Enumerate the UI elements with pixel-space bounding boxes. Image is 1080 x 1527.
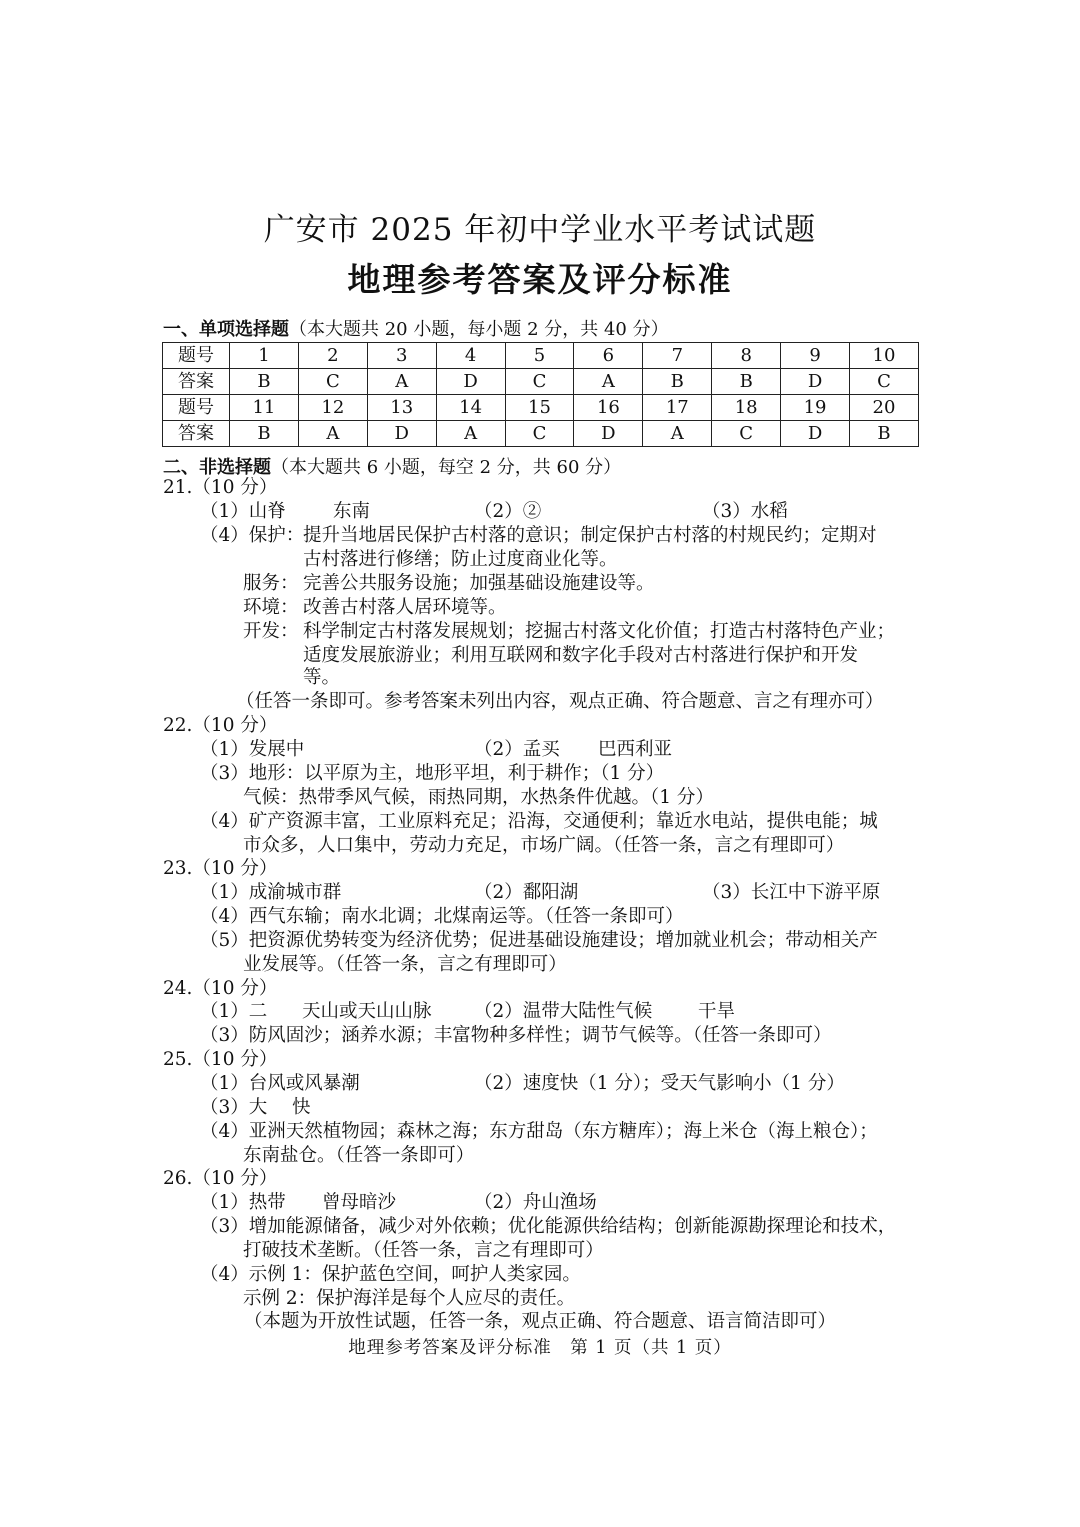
answer-table-cell: C <box>298 369 367 395</box>
q23-answer-2: （2）鄱阳湖 <box>474 882 579 903</box>
q23-answer-3: （3）长江中下游平原 <box>702 882 881 903</box>
answer-table-cell: A <box>574 369 643 395</box>
answer-table-cell: 4 <box>436 343 505 369</box>
section2-title: 二、非选择题 <box>163 457 271 478</box>
q21-development-line2: 适度发展旅游业；利用互联网和数字化手段对古村落进行保护和开发 <box>303 645 859 666</box>
answer-table-cell: 20 <box>850 395 919 421</box>
answer-table-row <box>163 343 919 369</box>
q22-answer-4-line1: （4）矿产资源丰富，工业原料充足；沿海，交通便利；靠近水电站，提供电能；城 <box>200 811 878 832</box>
q23-answer-4: （4）西气东输；南水北调；北煤南运等。（任答一条即可） <box>200 906 684 927</box>
answer-table-cell: 17 <box>643 395 712 421</box>
q21-heading: 21.（10 分） <box>163 477 278 498</box>
q21-answer-4-label: （4）保护： <box>200 525 305 546</box>
q21-service-text: 完善公共服务设施；加强基础设施建设等。 <box>303 573 655 594</box>
page-subtitle: 地理参考答案及评分标准 <box>347 260 733 299</box>
q21-development-label: 开发： <box>243 621 299 642</box>
answer-table-cell: 14 <box>436 395 505 421</box>
q26-answer-4-line2: 示例 2：保护海洋是每个人应尽的责任。 <box>243 1288 576 1309</box>
q21-environment-label: 环境： <box>243 597 299 618</box>
answer-table-cell: 9 <box>781 343 850 369</box>
q25-answer-3: （3）大 <box>200 1097 268 1118</box>
q26-answer-4-line1: （4）示例 1：保护蓝色空间，呵护人类家园。 <box>200 1264 581 1285</box>
q23-answer-1: （1）成渝城市群 <box>200 882 342 903</box>
q24-answer-1b: 天山或天山山脉 <box>302 1001 432 1022</box>
answer-table-cell: D <box>367 421 436 447</box>
section1-note: （本大题共 20 小题，每小题 2 分，共 40 分） <box>289 319 669 340</box>
answer-table-cell: B <box>230 369 299 395</box>
answer-table-cell: 18 <box>712 395 781 421</box>
answer-table-cell: D <box>781 421 850 447</box>
q22-answer-3-line2: 气候：热带季风气候，雨热同期，水热条件优越。（1 分） <box>243 787 714 808</box>
answer-table-cell: 19 <box>781 395 850 421</box>
answer-table-cell: 16 <box>574 395 643 421</box>
answer-table-cell: C <box>850 369 919 395</box>
answer-table-cell: 10 <box>850 343 919 369</box>
q21-development-line1: 科学制定古村落发展规划；挖掘古村落文化价值；打造古村落特色产业； <box>303 621 896 642</box>
q22-answer-4-line2: 市众多，人口集中，劳动力充足，市场广阔。（任答一条，言之有理即可） <box>243 835 845 856</box>
q25-answer-1: （1）台风或风暴潮 <box>200 1073 360 1094</box>
answer-table-cell: B <box>643 369 712 395</box>
answer-table-cell: 7 <box>643 343 712 369</box>
page-footer: 地理参考答案及评分标准 第 1 页（共 1 页） <box>348 1338 732 1358</box>
q24-answer-2b: 干旱 <box>698 1001 736 1022</box>
answer-table-cell: A <box>436 421 505 447</box>
answer-table-cell: A <box>367 369 436 395</box>
q26-answer-3-line1: （3）增加能源储备，减少对外依赖；优化能源供给结构；创新能源勘探理论和技术， <box>200 1216 897 1237</box>
q22-answer-2: （2）孟买 <box>474 739 560 760</box>
answer-table-row-header: 答案 <box>163 421 230 447</box>
section2-note: （本大题共 6 小题，每空 2 分，共 60 分） <box>271 457 622 478</box>
q22-heading: 22.（10 分） <box>163 715 278 736</box>
q21-answer-1b: 东南 <box>333 501 371 522</box>
q25-answer-4-line2: 东南盐仓。（任答一条即可） <box>243 1145 475 1166</box>
answer-table-cell: D <box>436 369 505 395</box>
answer-table-cell: B <box>850 421 919 447</box>
answer-table-cell: C <box>505 421 574 447</box>
q21-answer-2: （2）② <box>474 501 542 522</box>
q21-answer-4-line2: 古村落进行修缮；防止过度商业化等。 <box>303 549 618 570</box>
answer-table-cell: 8 <box>712 343 781 369</box>
answer-table-cell: 3 <box>367 343 436 369</box>
section1-heading <box>163 315 669 341</box>
q25-answer-2: （2）速度快（1 分）；受天气影响小（1 分） <box>474 1073 845 1094</box>
q26-answer-1b: 曾母暗沙 <box>322 1192 397 1213</box>
q26-note: （本题为开放性试题，任答一条，观点正确、符合题意、语言简洁即可） <box>244 1311 837 1332</box>
answer-table-cell: A <box>298 421 367 447</box>
answer-table-cell: 12 <box>298 395 367 421</box>
q21-answer-4-line1: 提升当地居民保护古村落的意识；制定保护古村落的村规民约；定期对 <box>303 525 877 546</box>
q21-answer-3: （3）水稻 <box>702 501 788 522</box>
answer-table-cell: 11 <box>230 395 299 421</box>
q26-answer-3-line2: 打破技术垄断。（任答一条，言之有理即可） <box>243 1240 604 1261</box>
page-title: 广安市 2025 年初中学业水平考试试题 <box>263 212 817 248</box>
q25-answer-3b: 快 <box>292 1097 311 1118</box>
answer-table-cell: D <box>781 369 850 395</box>
q26-answer-1: （1）热带 <box>200 1192 286 1213</box>
answer-table-cell: 6 <box>574 343 643 369</box>
answer-table-cell: 5 <box>505 343 574 369</box>
q23-answer-5-line1: （5）把资源优势转变为经济优势；促进基础设施建设；增加就业机会；带动相关产 <box>200 930 878 951</box>
answer-table-cell: B <box>230 421 299 447</box>
q22-answer-3-line1: （3）地形：以平原为主，地形平坦，利于耕作；（1 分） <box>200 763 665 784</box>
q23-answer-5-line2: 业发展等。（任答一条，言之有理即可） <box>243 954 567 975</box>
q26-answer-2: （2）舟山渔场 <box>474 1192 597 1213</box>
answer-table-cell: 13 <box>367 395 436 421</box>
q24-answer-1: （1）二 <box>200 1001 268 1022</box>
answer-table-row-header: 题号 <box>163 395 230 421</box>
q24-answer-2: （2）温带大陆性气候 <box>474 1001 653 1022</box>
q25-heading: 25.（10 分） <box>163 1049 278 1070</box>
section1-title: 一、单项选择题 <box>163 319 289 340</box>
q25-answer-4-line1: （4）亚洲天然植物园；森林之海；东方甜岛（东方糖库）；海上米仓（海上粮仓）； <box>200 1121 878 1142</box>
q21-environment-text: 改善古村落人居环境等。 <box>303 597 507 618</box>
q22-answer-1: （1）发展中 <box>200 739 305 760</box>
q24-answer-3: （3）防风固沙；涵养水源；丰富物种多样性；调节气候等。（任答一条即可） <box>200 1025 832 1046</box>
q21-development-line3: 等。 <box>303 667 341 688</box>
q21-answer-1: （1）山脊 <box>200 501 286 522</box>
answer-table-cell: 2 <box>298 343 367 369</box>
answer-table <box>162 342 919 447</box>
q23-heading: 23.（10 分） <box>163 858 278 879</box>
q22-answer-2b: 巴西利亚 <box>598 739 673 760</box>
answer-table-row <box>163 421 919 447</box>
answer-table-cell: A <box>643 421 712 447</box>
q26-heading: 26.（10 分） <box>163 1168 278 1189</box>
answer-table-row <box>163 369 919 395</box>
answer-table-cell: 1 <box>230 343 299 369</box>
answer-table-row <box>163 395 919 421</box>
q24-heading: 24.（10 分） <box>163 978 278 999</box>
answer-table-cell: C <box>712 421 781 447</box>
answer-table-row-header: 题号 <box>163 343 230 369</box>
q21-service-label: 服务： <box>243 573 299 594</box>
answer-table-row-header: 答案 <box>163 369 230 395</box>
answer-table-cell: 15 <box>505 395 574 421</box>
q21-note: （任答一条即可。参考答案未列出内容，观点正确、符合题意、言之有理亦可） <box>236 691 884 712</box>
answer-table-cell: B <box>712 369 781 395</box>
answer-table-cell: C <box>505 369 574 395</box>
answer-table-cell: D <box>574 421 643 447</box>
